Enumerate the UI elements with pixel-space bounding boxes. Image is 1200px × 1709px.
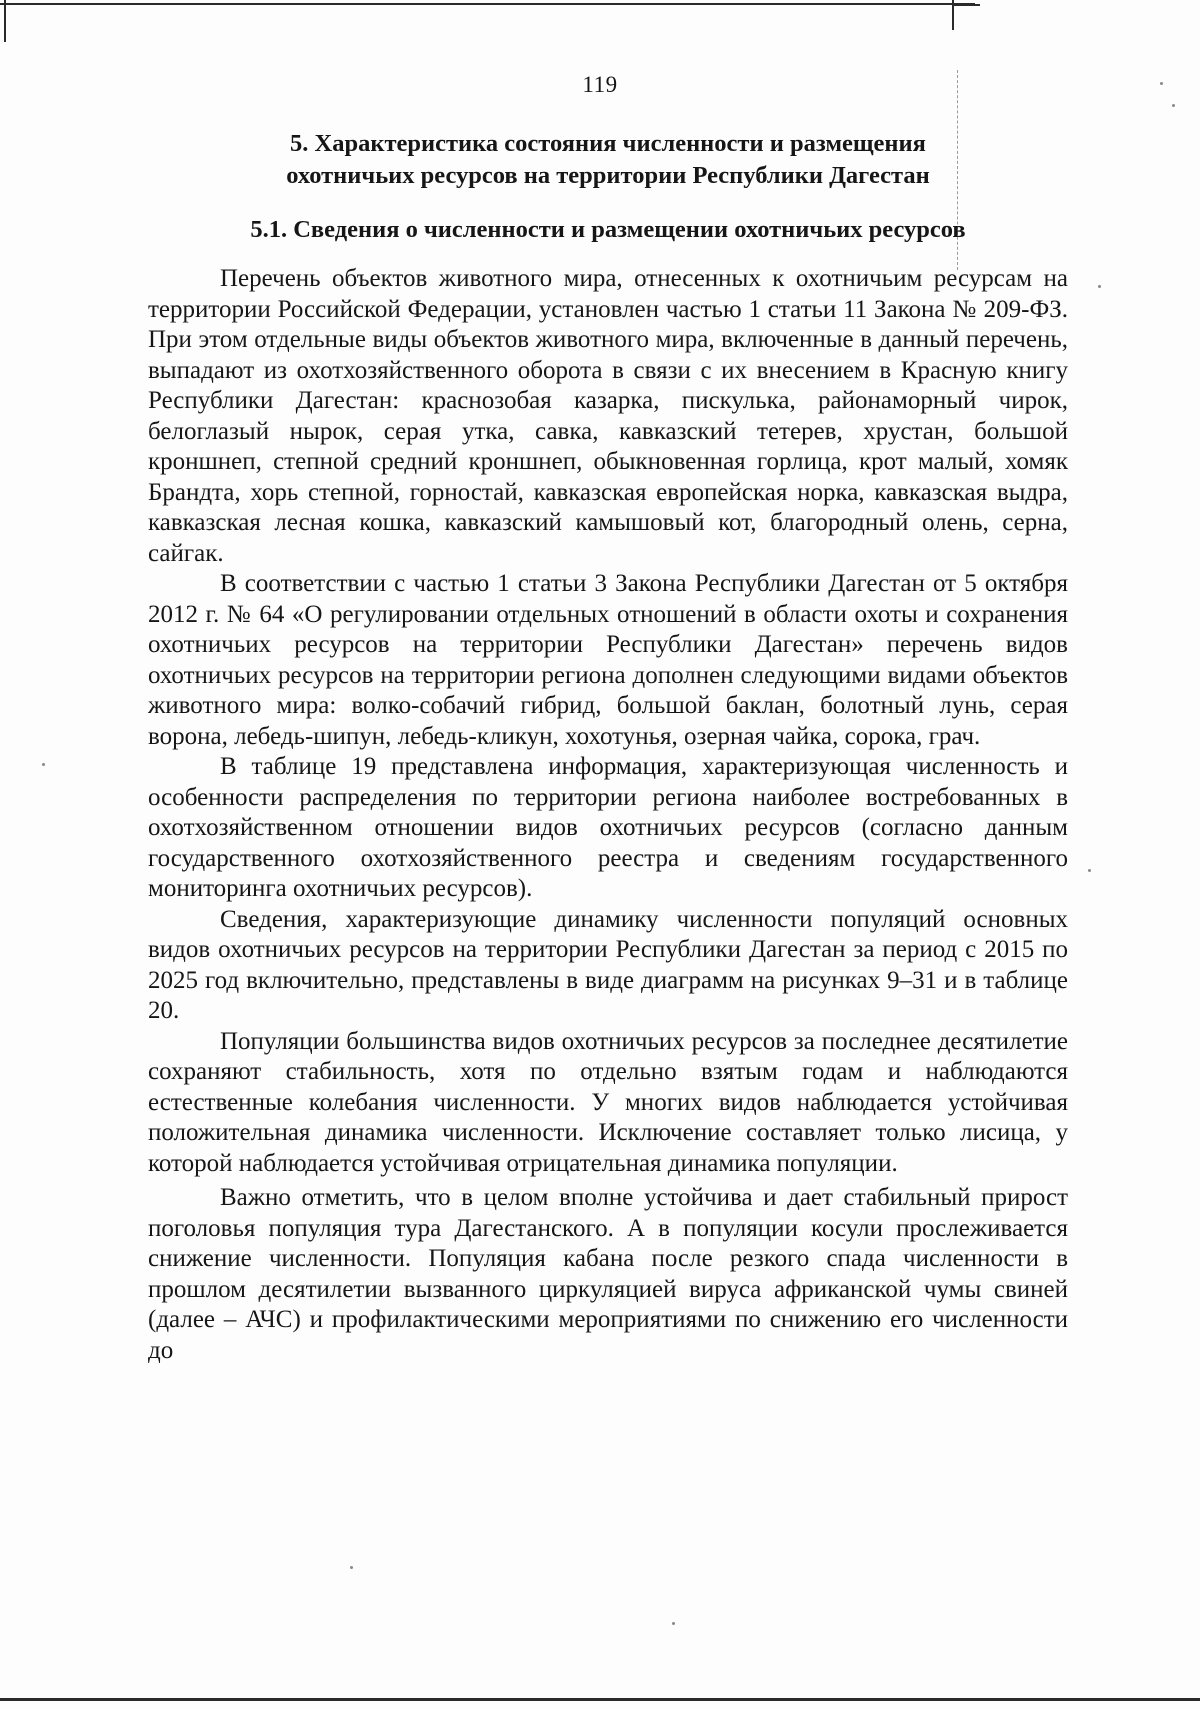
scan-border-left (4, 0, 6, 42)
paragraph: Популяции большинства видов охотничьих ресурсов за последнее десятилетие сохраняют стабильность, хотя по отдельно взятым годам и наблюдаются естественные колебания численности. У многих видов наблюдается устойчивая положительная динамика численности. Исключение составляет только лисица, у которой наблюдается устойчивая отрицательная динамика популяции. (148, 1027, 1068, 1177)
page-number: 119 (582, 72, 618, 97)
scan-speck (350, 1566, 353, 1569)
scan-mark-right-hook (954, 4, 980, 6)
scan-speck (672, 1622, 675, 1625)
paragraph: Перечень объектов животного мира, отнесенных к охотничьим ресурсам на территории Российской Федерации, установлен частью 1 статьи 11 Закона № 209-ФЗ. При этом отдельные виды объектов животного мира, включенные в данный перечень, выпадают из охотхозяйственного оборота в связи с их внесением в Красную книгу Республики Дагестан: краснозобая казарка, пискулька, районаморный чирок, белоглазый нырок, серая утка, савка, кавказский тетерев, хрустан, большой кроншнеп, степной средний кроншнеп, обыкновенная горлица, крот малый, хомяк Брандта, хорь степной, горностай, кавказская европейская норка, кавказская выдра, кавказская лесная кошка, кавказский камышовый кот, благородный олень, серна, сайгак. (148, 265, 1068, 567)
section-title-line: охотничьих ресурсов на территории Республики Дагестан (286, 162, 930, 189)
scan-speck (1172, 104, 1175, 107)
scan-speck (42, 763, 45, 766)
paragraph: В таблице 19 представлена информация, характеризующая численность и особенности распределения по территории региона наиболее востребованных в охотхозяйственном отношении видов охотничьих ресурсов (согласно данным государственного охотхозяйственного реестра и сведениям государственного мониторинга охотничьих ресурсов). (148, 753, 1068, 902)
body-text (148, 264, 1068, 1366)
scan-border-top (0, 3, 975, 5)
scan-speck (1088, 869, 1091, 872)
section-title-line: 5. Характеристика состояния численности и размещения (290, 130, 926, 157)
section-title (148, 128, 1068, 192)
scan-border-bottom (0, 1698, 1200, 1701)
paragraph: В соответствии с частью 1 статьи 3 Закона Республики Дагестан от 5 октября 2012 г. № 64 «О регулировании отдельных отношений в области охоты и сохранения охотничьих ресурсов на территории Республики Дагестан» перечень видов охотничьих ресурсов на территории региона дополнен следующими видами объектов животного мира: волко-собачий гибрид, большой баклан, болотный лунь, серая ворона, лебедь-шипун, лебедь-кликун, хохотунья, озерная чайка, сорока, грач. (148, 570, 1068, 750)
paragraph: Сведения, характеризующие динамику численности популяций основных видов охотничьих ресурсов на территории Республики Дагестан за период с 2015 по 2025 год включительно, представлены в виде диаграмм на рисунках 9–31 и в таблице 20. (148, 905, 1068, 1024)
scan-speck (1098, 285, 1101, 288)
subsection-title: 5.1. Сведения о численности и размещении охотничьих ресурсов (250, 216, 966, 243)
paragraph: Важно отметить, что в целом вполне устойчива и дает стабильный прирост поголовья популяция тура Дагестанского. А в популяции косули прослеживается снижение численности. Популяция кабана после резкого спада численности в прошлом десятилетии вызванного циркуляцией вируса африканской чумы свиней (далее – АЧС) и профилактическими мероприятиями по снижению его численности до (148, 1184, 1068, 1364)
